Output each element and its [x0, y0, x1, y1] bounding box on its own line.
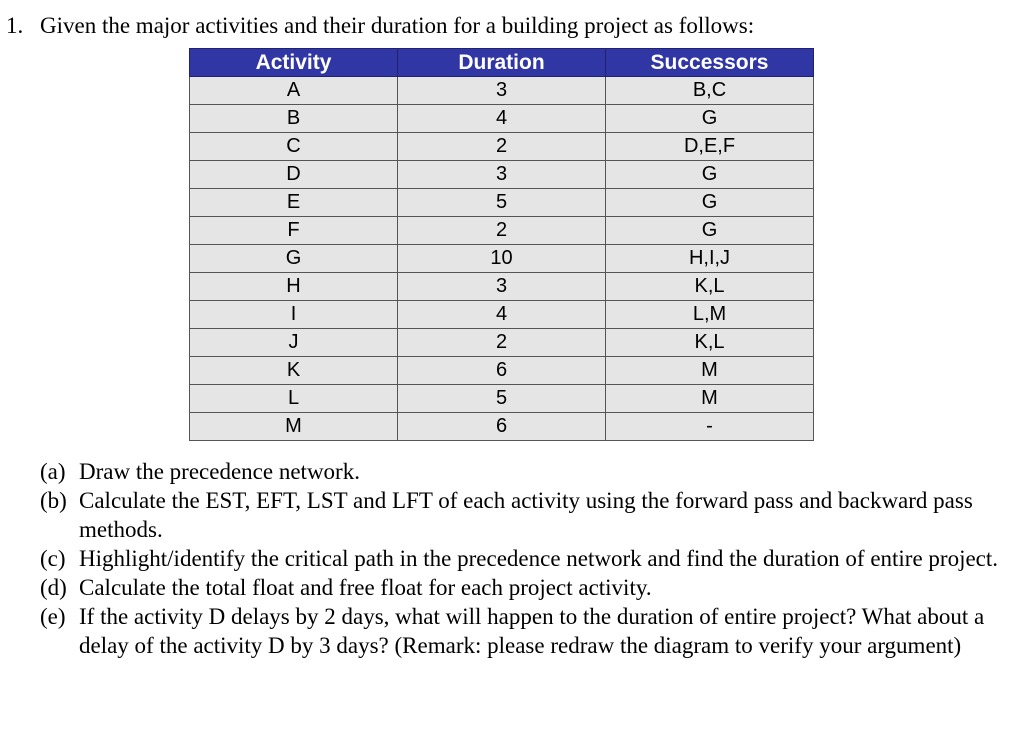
table-row	[190, 413, 814, 441]
duration-cell: 5	[398, 189, 606, 217]
part-label: (d)	[40, 575, 67, 600]
table-body	[190, 77, 814, 441]
part-text: If the activity D delays by 2 days, what will happen to the duration of entire project? What about a delay of the activity D by 3 days? (Remark: please redraw the diagram to verify your argument)	[79, 604, 985, 658]
part-text: Highlight/identify the critical path in the precedence network and find the duration of entire project.	[79, 546, 999, 571]
activity-cell: I	[190, 301, 398, 329]
successors-cell: G	[606, 217, 814, 245]
activity-cell: B	[190, 105, 398, 133]
successors-cell: M	[606, 385, 814, 413]
activity-table	[189, 48, 814, 441]
successors-cell: L,M	[606, 301, 814, 329]
header-activity: Activity	[190, 49, 398, 77]
duration-cell: 6	[398, 413, 606, 441]
duration-cell: 2	[398, 217, 606, 245]
activity-cell: M	[190, 413, 398, 441]
successors-cell: -	[606, 413, 814, 441]
question-part	[40, 602, 1010, 660]
activity-cell: E	[190, 189, 398, 217]
part-label: (c)	[40, 546, 66, 571]
duration-cell: 3	[398, 161, 606, 189]
activity-cell: H	[190, 273, 398, 301]
part-text: Calculate the EST, EFT, LST and LFT of each activity using the forward pass and backward pass methods.	[79, 488, 973, 542]
table-row	[190, 217, 814, 245]
table-row	[190, 301, 814, 329]
table-row	[190, 245, 814, 273]
part-label: (e)	[40, 604, 66, 629]
activity-cell: K	[190, 357, 398, 385]
table-row	[190, 385, 814, 413]
successors-cell: B,C	[606, 77, 814, 105]
question-part	[40, 544, 1010, 573]
table-row	[190, 105, 814, 133]
question-part	[40, 457, 1010, 486]
part-label: (b)	[40, 488, 67, 513]
successors-cell: G	[606, 105, 814, 133]
activity-cell: L	[190, 385, 398, 413]
duration-cell: 10	[398, 245, 606, 273]
part-text: Draw the precedence network.	[79, 459, 360, 484]
activity-cell: A	[190, 77, 398, 105]
table-row	[190, 189, 814, 217]
activity-cell: J	[190, 329, 398, 357]
duration-cell: 5	[398, 385, 606, 413]
duration-cell: 2	[398, 329, 606, 357]
successors-cell: K,L	[606, 329, 814, 357]
question-number: 1.	[6, 13, 24, 38]
table-row	[190, 161, 814, 189]
question-parts	[40, 457, 1010, 660]
duration-cell: 4	[398, 105, 606, 133]
duration-cell: 6	[398, 357, 606, 385]
successors-cell: M	[606, 357, 814, 385]
header-successors: Successors	[606, 49, 814, 77]
duration-cell: 4	[398, 301, 606, 329]
part-label: (a)	[40, 459, 66, 484]
duration-cell: 3	[398, 273, 606, 301]
header-duration: Duration	[398, 49, 606, 77]
table-row	[190, 329, 814, 357]
successors-cell: H,I,J	[606, 245, 814, 273]
table-row	[190, 133, 814, 161]
successors-cell: K,L	[606, 273, 814, 301]
activity-cell: F	[190, 217, 398, 245]
question-text: Given the major activities and their duration for a building project as follows:	[40, 13, 755, 38]
duration-cell: 3	[398, 77, 606, 105]
activity-cell: C	[190, 133, 398, 161]
activity-cell: G	[190, 245, 398, 273]
duration-cell: 2	[398, 133, 606, 161]
table-row	[190, 273, 814, 301]
question-heading	[6, 12, 754, 40]
table-row	[190, 77, 814, 105]
table-row	[190, 357, 814, 385]
successors-cell: G	[606, 161, 814, 189]
successors-cell: G	[606, 189, 814, 217]
part-text: Calculate the total float and free float for each project activity.	[79, 575, 652, 600]
question-part	[40, 486, 1010, 544]
activity-cell: D	[190, 161, 398, 189]
question-part	[40, 573, 1010, 602]
table-header-row	[190, 49, 814, 77]
successors-cell: D,E,F	[606, 133, 814, 161]
